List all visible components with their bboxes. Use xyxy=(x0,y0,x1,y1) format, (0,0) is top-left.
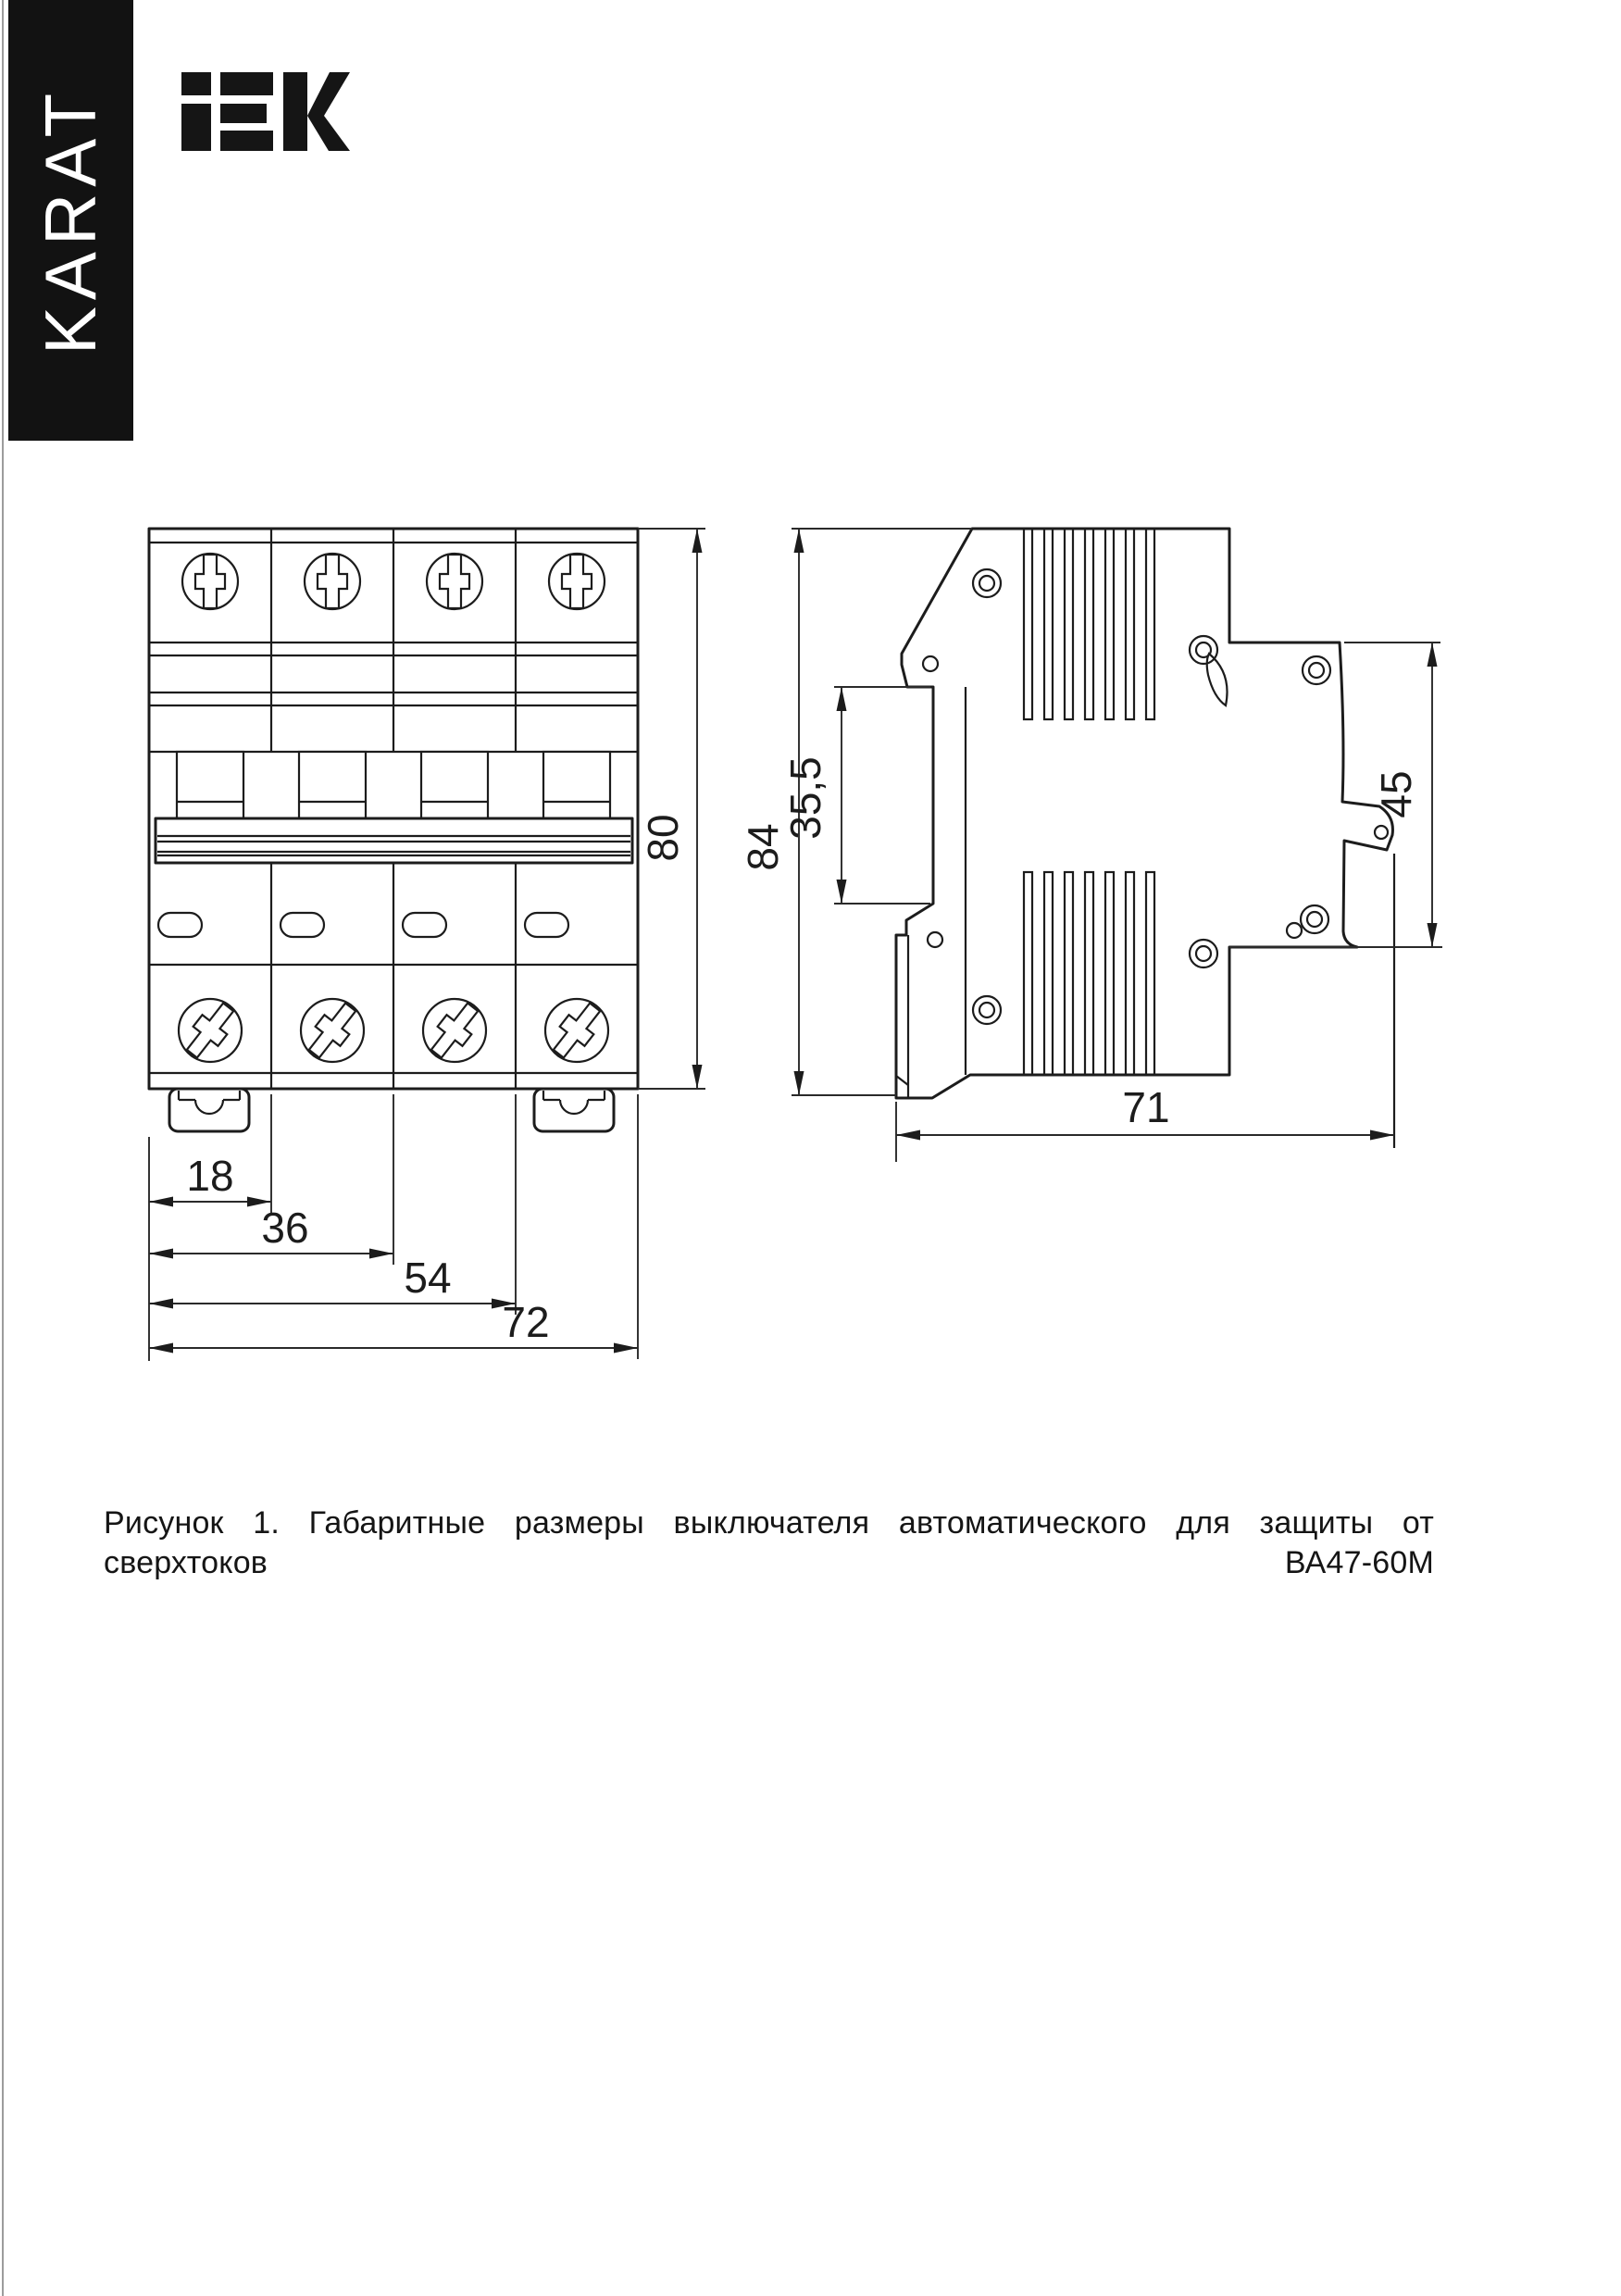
dim-rail-recess xyxy=(781,687,930,904)
dim-depth-71 xyxy=(896,1083,1394,1162)
dim-label-84: 84 xyxy=(739,823,787,871)
figure-caption: Рисунок 1. Габаритные размеры выключателя автоматического для защиты от сверхтоков ВА47-60М xyxy=(104,1505,1434,1580)
dim-label-35-5: 35,5 xyxy=(781,756,829,840)
dim-label-72: 72 xyxy=(502,1298,550,1346)
dim-label-80: 80 xyxy=(639,814,687,862)
karat-banner xyxy=(8,0,133,441)
dim-height-80 xyxy=(638,529,705,1089)
dim-label-36: 36 xyxy=(261,1204,309,1252)
side-body-outline xyxy=(896,529,1392,1098)
handle-tie-bar xyxy=(156,818,632,863)
dim-widths xyxy=(149,1094,638,1361)
dimension-drawing xyxy=(0,500,1621,1389)
dim-label-71: 71 xyxy=(1122,1083,1170,1131)
dim-label-18: 18 xyxy=(186,1152,234,1200)
dim-right-45 xyxy=(1344,643,1440,947)
front-view xyxy=(149,529,705,1361)
iek-logo-icon xyxy=(181,72,350,151)
side-view xyxy=(739,529,1442,1162)
karat-banner-text: KARAT xyxy=(30,86,112,355)
dim-label-54: 54 xyxy=(404,1254,452,1302)
din-rail-clips xyxy=(169,1089,614,1131)
dim-label-45: 45 xyxy=(1372,770,1420,818)
